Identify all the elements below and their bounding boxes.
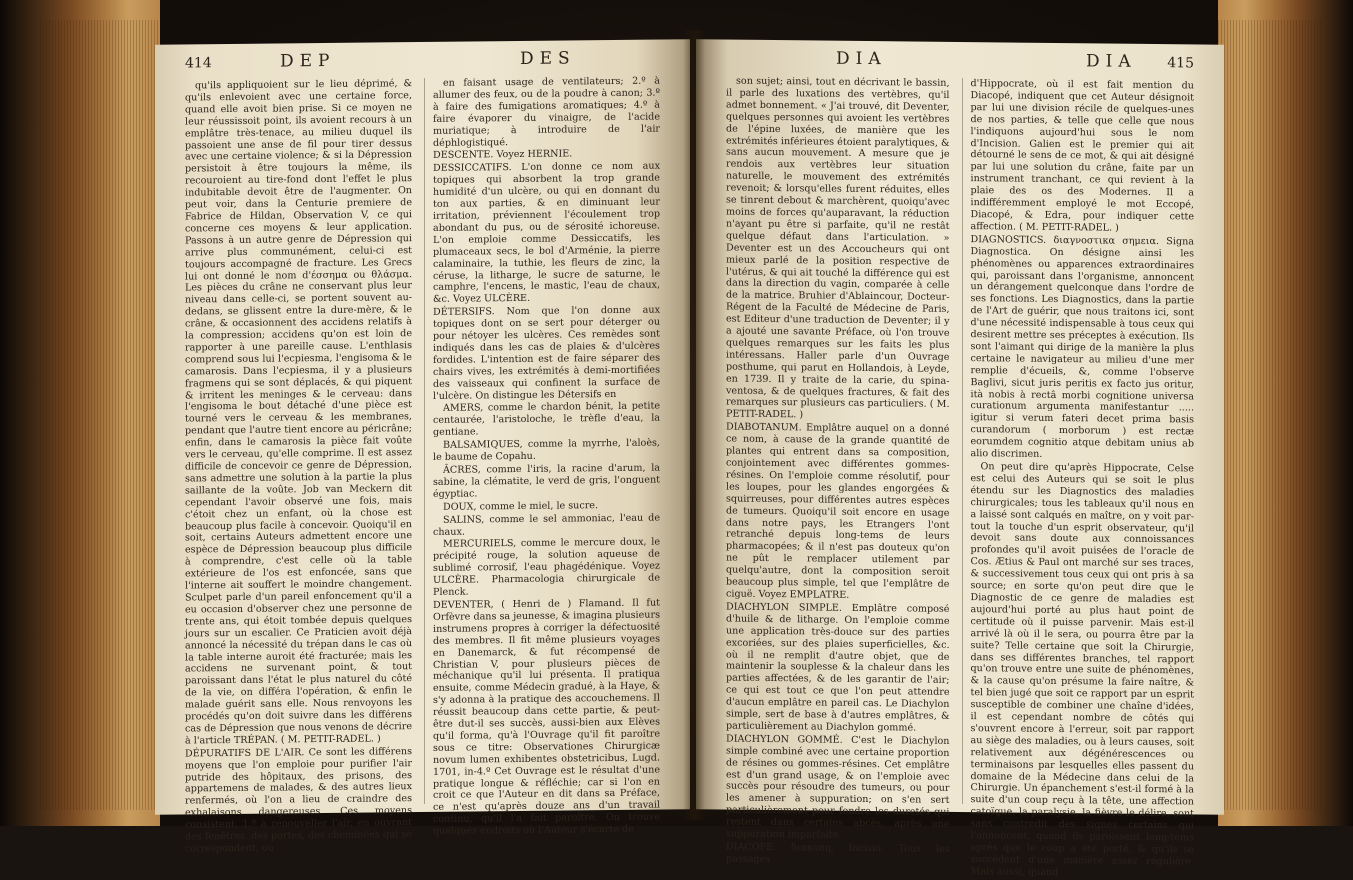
entry: DESSICCATIFS. L'on donne ce nom aux topiques qui absorbent la trop grande humidité d'un ulcère, ou qui en donnant du ton aux parties, & en diminuant leur irritation, préviennent l'écoulement trop abondant du pus, ou de sérosité ichoreuse. L'on emploie comme Dessiccatifs, les plumaceaux secs, le bol d'Arménie, la pierre calaminaire, la tuthie, les fleurs de zinc, la céruse, la litharge, le sucre de saturne, le camphre, l'encens, le mastic, l'eau de chaux, &c. Voyez ULCÈRE. xyxy=(433,160,660,306)
entry: DIACOPE. διακοπη, Incisio. Tous les passages xyxy=(726,841,950,865)
sub-entry: BALSAMIQUES, comme la myrrhe, l'aloès, le baume de Copahu. xyxy=(433,437,660,463)
paragraph: son sujet; ainsi, tout en décrivant le bassin, il parle des luxations des vertèbres, qu'il admet bonnement. « J'ai trouvé, dit Deventer, quelques personnes qui avoient les vertèbres de l'épine luxées, de manière que les extrémités inférieures étoient paralytiques, & sans aucun mouvement. A mesure que je rendois aux vertèbres leur situation naturelle, le mouvement des extrémités revenoit; & lorsqu'elles furent réduites, elles se tinrent debout & marchèrent, quoiqu'avec moins de forces qu'auparavant, la réduction n'ayant pu être si parfaite, qu'il ne restât quelque défaut dans l'articulation. » Deventer est un des Accoucheurs qui ont mieux parlé de la position respective de l'utérus, & qui ait touché la différence qui est dans la direction du vagin, comparée à celle de la matrice. Bruhier d'Ablaincour, Docteur-Régent de la Faculté de Médecine de Paris, est Editeur d'une traduction de Deventer; il y a ajouté une savante Préface, où l'on trouve quelques remarques sur les faits les plus intéressans. Haller parle d'un Ouvrage posthume, qui parut en Hollandois, à Leyde, en 1739. Il y traite de la carie, du spina-ventosa, & de quelques fractures, & fait des remarques sur plusieurs cas particuliers. ( M. PETIT-RADEL. ) xyxy=(726,75,950,421)
paragraph: d'Hippocrate, où il est fait mention du Diacopé, indiquent que cet Auteur désignoit par lui une division récile de quelques-unes de nos parties, & telle que celle que nous l'indiquons aujourd'hui sous le nom d'Incision. Galien est le premier qui ait détourné le sens de ce mot, & qui ait désigné par lui une solution du crâne, faite par un instrument tranchant, ce qui revient à la plaie des os des Modernes. Il a indifféremment employé le mot Eccopé, Diacopé, & Edra, pour indiquer cette affection. ( M. PETIT-RADEL. ) xyxy=(970,78,1194,234)
entry: DIABOTANUM. Emplâtre auquel on a donné ce nom, à cause de la grande quantité de plantes qui entrent dans sa composition, conjointement avec différentes gommes-résines. On l'emploie comme résolutif, pour les loupes, pour les glandes engorgées & squirreuses, pour différentes autres espèces de tumeurs. Quoiqu'il soit encore en usage dans notre pays, les Etrangers l'ont retranché depuis long-tems de leurs pharmacopées; & il n'est pas douteux qu'on ne pût le remplacer utilement par quelqu'autre, dont la composition seroit beaucoup plus simple, tel que l'emplâtre de ciguë. Voyez EMPLATRE. xyxy=(726,421,950,601)
entry: DÉPURATIFS DE L'AIR. Ce sont les différens moyens que l'on emploie pour purifier l'air putride des hôpitaux, des prisons, des appartemens de malades, & des autres lieux renfermés, où l'on a lieu de craindre des exhalaisons dangereuses. Ces moyens consistent, 1.º à renouveller l'air, en ouvrant des fenêtres, des portes, des cheminées qui se correspondent, ou xyxy=(185,745,412,855)
entry: DIACHYLON SIMPLE. Emplâtre composé d'huile & de litharge. On l'emploie comme une application très-douce sur des parties excoriées, sur des plaies superficielles, &c. où il ne remplit d'autre objet, que de maintenir la souplesse & la chaleur dans les parties affectées, & de les garantir de l'air; ce qui est tout ce que l'on peut attendre d'aucun emplâtre en pareil cas. Le Diachylon simple, sert de base à d'autres emplâtres, & particulièrement au Diachylon gommé. xyxy=(726,601,950,734)
book-gutter xyxy=(683,30,705,820)
left-column-1 xyxy=(185,78,412,855)
entry: DESCENTE. Voyez HERNIE. xyxy=(433,148,573,162)
left-columns xyxy=(185,75,660,855)
paragraph: en faisant usage de ventilateurs; 2.º à allumer des feux, ou de la poudre à canon; 3.º à faire des fumigations aromatiques; 4.º à faire évaporer du vinaigre, de l'acide muriatique; à introduire de l'air déphlogistiqué. xyxy=(433,75,660,149)
right-head-word-2: DIA xyxy=(1086,51,1137,72)
left-head-word-2: DES xyxy=(520,48,576,69)
sub-entry: MERCURIELS, comme le mercure doux, le précipité rouge, la solution aqueuse de sublimé corrosif, l'eau phagédénique. Voyez ULCÈRE. Pharmacologia chirurgicale de Plenck. xyxy=(433,536,660,598)
entry: DEVENTER, ( Henri de ) Flamand. Il fut Orfèvre dans sa jeunesse, & imagina plusieurs instrumens propres à corriger la défectuosité des membres. Il fit même plusieurs voyages en Danemarck, & fut récompensé de Christian V, pour plusieurs pièces de méchanique qu'il lui présenta. Il pratiqua ensuite, comme Médecin gradué, à la Haye, & s'y adonna à la pratique des accouchemens. Il réussit beaucoup dans cette partie, & peut-être dut-il ses succès, aussi-bien aux Elèves qu'il forma, qu'à l'Ouvrage qu'il fit paroître sous ce titre: Observationes Chirurgicæ novum lumen exhibentes obstetricibus, Lugd. 1701, in-4.º Cet Ouvrage est le résultat d'une pratique longue & réfléchie; car si l'on en croit ce que l'Auteur en dit dans sa Préface, ce n'est qu'après douze ans d'un travail continu, qu'il l'a fait paroître. On trouve quelques endroits où l'Auteur s'écarte de xyxy=(433,597,660,838)
left-running-head xyxy=(185,48,660,77)
right-column-1 xyxy=(726,75,950,865)
sub-entry: ÂCRES, comme l'iris, la racine d'arum, la sabine, la clématite, le verd de gris, l'onguent égyptiac. xyxy=(433,462,660,500)
paragraph: qu'ils appliquoient sur le lieu déprimé, & qu'ils enlevoient avec une certaine force, quand elle avoit bien prise. Si ce moyen ne leur réussissoit point, ils avoient recours à un emplâtre très-tenace, au milieu duquel ils passoient une anse de fil pour tirer dessus avec une certaine violence; & si la Dépression persistoit à être toujours la même, ils recouroient au tire-fond dont l'effet le plus indubitable devoit être de l'augmenter. On peut voir, dans la Centurie premiere de Fabrice de Hildan, Observation V, ce qui concerne ces moyens & leur application. Passons à un autre genre de Dépression qui arrive plus communément, celui-ci est toujours accompagné de fracture. Les Grecs lui ont donné le nom d'έσσημα ou θλάσμα. Les pièces du crâne ne conservant plus leur niveau dans celle-ci, se portent souvent au-dedans, se glissent entre la dure-mère, & le crâne, & occasionnent des accidens relatifs à la compression; accidens qu'on est loin de rapporter à une pareille cause. L'enthlasis comprend sous lui l'ecpiesma, l'engisoma & le camarosis. Dans l'ecpiesma, il y a plusieurs fragmens qui se sont déplacés, & qui piquent & irritent les meninges & le cerveau: dans l'engisoma le bout détaché d'une pièce est tourné vers le cerveau & les membranes, pendant que l'autre tient encore au péricrâne; enfin, dans le camarosis la pièce fait voûte vers le cerveau, qu'elle comprime. Il est assez difficile de concevoir ce genre de Dépression, sans admettre une solution à la partie la plus saillante de la voûte. Job van Meckern dit cependant l'avoir observé une fois, mais c'étoit chez un enfant, où la chose est beaucoup plus facile à concevoir. Quoiqu'il en soit, certains Auteurs admettent encore une espèce de Dépression beaucoup plus difficile à comprendre, c'est celle où la table extérieure de l'os est enfoncée, sans que l'interne ait souffert le moindre changement. Sculpet parle d'un pareil enfoncement qu'il a eu occasion d'observer chez une personne de trente ans, qui étoit tombée depuis quelques jours sur un escalier. Ce Praticien avoit déjà annoncé la nécessité du trépan dans le cas où la table interne auroit été fracturée; mais les accidens ne survenant point, & tout paroissant dans l'état le plus naturel du côté de la vie, on différa l'opération, & enfin le malade guérit sans elle. Nous renvoyons les procédés qu'on doit suivre dans les différens cas de Dépression que nous venons de décrire à l'article TRÉPAN. ( M. PETIT-RADEL. ) xyxy=(185,78,412,747)
sub-entry: SALINS, comme le sel ammoniac, l'eau de chaux. xyxy=(433,512,660,538)
right-leaf-stack xyxy=(1218,20,1323,810)
right-running-head xyxy=(726,48,1194,77)
right-column-2 xyxy=(962,78,1195,878)
left-page-number: 414 xyxy=(185,55,212,72)
left-column-2 xyxy=(424,75,660,838)
entry: DIAGNOSTICS. διαγνοστικα σημεια. Signa Diagnostica. On désigne ainsi les phénomènes ou apparences extraordinaires qui, paroissant dans l'organisme, annoncent un dérangement quelconque dans l'ordre de ses fonctions. Les Diagnostics, dans la partie de l'Art de guérir, que nous traitons ici, sont d'une nécessité indispensable à tous ceux qui desirent mettre ses préceptes à exécution. Ils sont l'aimant qui dirige de la manière la plus certaine le navigateur au milieu d'une mer remplie d'écueils, &, comme l'observe Baglivi, sicut juris peritis ex facto jus oritur, ità nobis à rectâ morbi cognitione universa curationum argumenta manifestantur ..... igitur si verum fateri decet prima basis curandorum ( morborum ) est rectæ eorumdem cognitio atque debitam unius ab alio discrimen. xyxy=(970,233,1194,460)
left-leaf-stack xyxy=(40,20,160,810)
entry: DÉTERSIFS. Nom que l'on donne aux topiques dont on se sert pour déterger ou pour nétoyer les ulcères. Ces remèdes sont indiqués dans les cas de plaies & d'ulcères fordides. L'intention est de faire séparer des chairs vives, les extrémités à demi-mortifiées des vaisseaux qui confinent la surface de l'ulcère. On distingue les Détersifs en xyxy=(433,304,660,402)
right-page xyxy=(696,39,1224,878)
right-columns xyxy=(726,75,1194,878)
right-head-word-1: DIA xyxy=(836,48,887,70)
left-page xyxy=(155,39,690,855)
right-page-number: 415 xyxy=(1167,55,1194,72)
sub-entry: AMERS, comme le chardon bénit, la petite centaurée, l'aristoloche, le trèfle d'eau, la gentiane. xyxy=(433,400,660,439)
left-head-word-1: DEP xyxy=(280,50,336,72)
entry: DIACHYLON GOMMÉ. C'est le Diachylon simple combiné avec une certaine proportion de résines ou gommes-résines. Cet emplâtre est d'un grand usage, & on l'emploie avec succès pour résoudre des tumeurs, ou pour les amener à suppuration; on s'en sert particulièrement pour fondre les duretés qui restent dans certains abcès, après une suppuration imparfaite. xyxy=(726,733,950,841)
paragraph: On peut dire qu'après Hippocrate, Celse est celui des Auteurs qui se soit le plus étendu sur les Diagnostics des maladies chirurgicales; tous les tableaux qu'il nous en a laissé sont calqués en maître, on y voit par-tout la touche d'un esprit observateur, qu'il devoit sans doute aux connoissances profondes qu'il avoit puisées de l'oracle de Cos. Ætius & Paul ont marché sur ses traces, & successivement tous ceux qui ont pris à sa source; en sorte qu'on peut dire que le Diagnostic de ce genre de maladies est aujourd'hui porté au plus haut point de certitude où il puisse parvenir. Mais est-il arrivé là où il le sera, ou pourra être par la suite? Telle certaine que soit la Chirurgie, dans ses différentes branches, tel rapport qu'on trouve entre une suite de phénomènes, & la cause qu'on présume la faire naître, & tel bien jugé que soit ce rapport par un esprit susceptible de combiner une chaîne d'idées, il est cependant nombre de côtés qui s'ouvrent encore à l'erreur, soit par rapport au siège des maladies, ou à leurs causes, soit relativement aux dégénérescences ou terminaisons par lesquelles elles passent du domaine de la Médecine dans celui de la Chirurgie. Un épanchement s'est-il formé à la suite d'un coup reçu à la tête, une affection catoïque, la paralysie, la fièvre le délire, sont sans contredit des signes certains qui l'annoncent, quand ils paroissent long-tems après que le coup a été porté, & qu'ils se succèdent d'une manière assez régulière. Mais aussi, quand xyxy=(970,461,1194,878)
sub-entry: DOUX, comme le miel, le sucre. xyxy=(443,499,599,513)
